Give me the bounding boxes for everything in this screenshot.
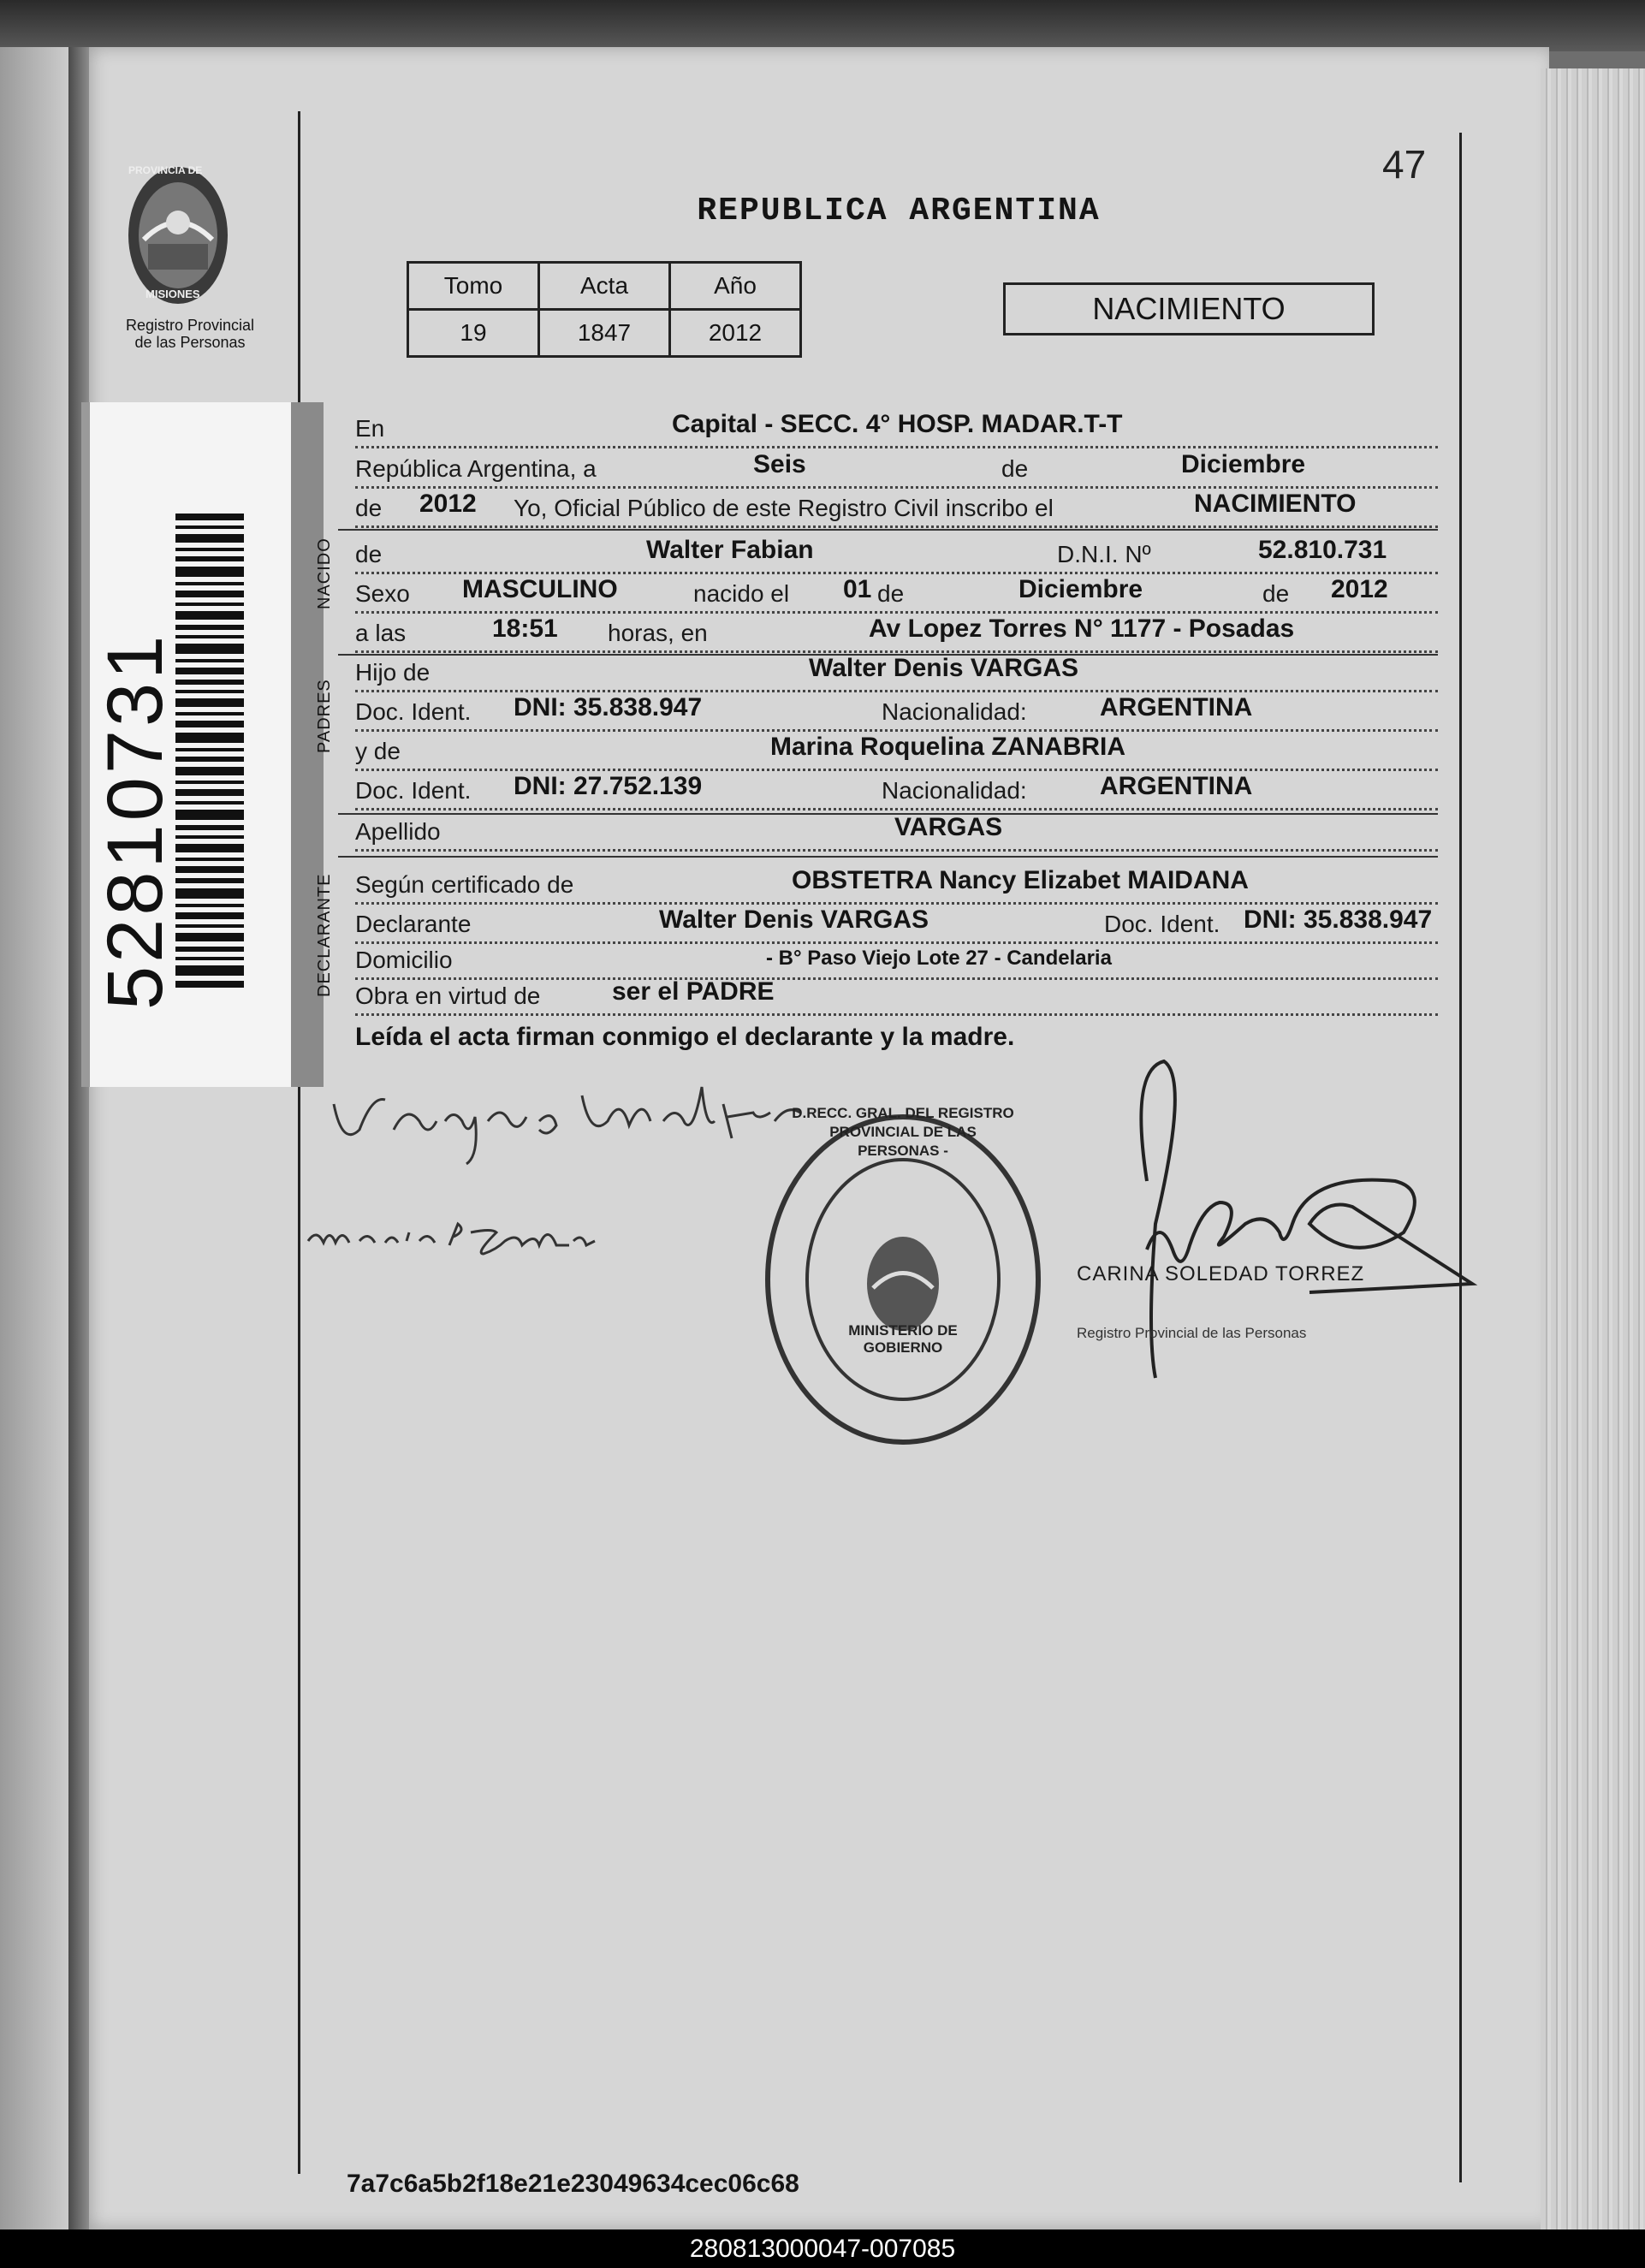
en-value: Capital - SECC. 4° HOSP. MADAR.T-T (672, 410, 1123, 438)
de-label-2: de (877, 580, 905, 607)
nacionalidad-label: Nacionalidad: (882, 698, 1027, 725)
row-en (355, 407, 1438, 448)
registry-caption-line1: Registro Provincial (125, 317, 255, 334)
row-hora (355, 611, 1438, 653)
background-top (0, 0, 1645, 51)
name-value: Walter Fabian (646, 536, 814, 564)
mother-value: Marina Roquelina ZANABRIA (770, 733, 1126, 761)
ref-header-anio: Año (670, 263, 801, 310)
de-label-3: de (1262, 580, 1290, 607)
sexo-label: Sexo (355, 580, 410, 607)
de-name-label: de (355, 541, 383, 567)
republica-label: República Argentina, a (355, 455, 597, 482)
ref-value-acta: 1847 (539, 310, 670, 357)
a-las-label: a las (355, 620, 407, 646)
ref-header-acta: Acta (539, 263, 670, 310)
record-type-box: NACIMIENTO (1003, 282, 1375, 335)
stamp-inner-text: MINISTERIO DE GOBIERNO (848, 1322, 958, 1356)
mother-nat-value: ARGENTINA (1100, 772, 1253, 800)
closing-text: Leída el acta firman conmigo el declarante y la madre. (355, 1023, 1015, 1051)
father-nat-value: ARGENTINA (1100, 693, 1253, 721)
nacido-label: nacido el (693, 580, 790, 607)
father-signature-icon (325, 1070, 805, 1173)
document-hash: 7a7c6a5b2f18e21e23049634cec06c68 (347, 2170, 799, 2198)
birth-month-value: Diciembre (1018, 575, 1143, 603)
en-label: En (355, 415, 385, 442)
declarante-label: Declarante (355, 911, 472, 937)
registry-caption-line2: de las Personas (134, 334, 246, 351)
month-value: Diciembre (1181, 450, 1306, 478)
registry-caption (104, 317, 276, 351)
barcode-icon (175, 514, 244, 993)
certificado-label: Según certificado de (355, 871, 574, 898)
sexo-value: MASCULINO (462, 575, 618, 603)
country-title: REPUBLICA ARGENTINA (697, 193, 1101, 229)
father-doc-value: DNI: 35.838.947 (514, 693, 703, 721)
declarante-value: Walter Denis VARGAS (659, 905, 929, 934)
de-label: de (1001, 455, 1029, 482)
row-madre (355, 729, 1438, 771)
left-page-edge (0, 47, 73, 2229)
book-spine (68, 47, 89, 2229)
y-de-label: y de (355, 738, 401, 764)
certificado-value: OBSTETRA Nancy Elizabet MAIDANA (792, 866, 1249, 894)
section-label-declarante: DECLARANTE (315, 873, 334, 997)
row-sexo (355, 572, 1438, 614)
section-divider (338, 529, 1438, 531)
dni-value: 52.810.731 (1258, 536, 1387, 564)
hijo-label: Hijo de (355, 659, 431, 686)
logo-top-text: PROVINCIA DE (128, 164, 203, 176)
row-oficial (355, 486, 1438, 528)
day-value: Seis (753, 450, 806, 478)
ref-value-anio: 2012 (670, 310, 801, 357)
ref-value-tomo: 19 (408, 310, 539, 357)
row-father-doc (355, 690, 1438, 732)
domicilio-label: Domicilio (355, 947, 453, 973)
row-mother-doc (355, 769, 1438, 810)
domicilio-value: - B° Paso Viejo Lote 27 - Candelaria (766, 947, 1112, 970)
page-number: 47 (1382, 142, 1427, 187)
section-label-nacido: NACIDO (315, 537, 334, 609)
row-name (355, 532, 1438, 574)
inscribo-value: NACIMIENTO (1194, 490, 1357, 518)
official-registry: Registro Provincial de las Personas (1077, 1325, 1307, 1341)
nacionalidad-label-2: Nacionalidad: (882, 777, 1027, 804)
doc-label-2: Doc. Ident. (355, 777, 472, 804)
apellido-value: VARGAS (894, 813, 1003, 841)
barcode-number: 52810731 (92, 632, 179, 1010)
mother-doc-value: DNI: 27.752.139 (514, 772, 703, 800)
section-divider (338, 856, 1438, 858)
father-value: Walter Denis VARGAS (809, 654, 1079, 682)
row-apellido (355, 810, 1438, 852)
place-value: Av Lopez Torres N° 1177 - Posadas (869, 614, 1295, 643)
row-republica (355, 447, 1438, 489)
obra-value: ser el PADRE (612, 977, 775, 1006)
row-hijo (355, 650, 1438, 692)
time-value: 18:51 (492, 614, 558, 643)
doc-label: Doc. Ident. (355, 698, 472, 725)
row-certificado (355, 863, 1438, 905)
ref-header-tomo: Tomo (408, 263, 539, 310)
dni-label: D.N.I. Nº (1057, 541, 1151, 567)
obra-label: Obra en virtud de (355, 983, 541, 1009)
doc-ident-label: Doc. Ident. (1104, 911, 1220, 937)
de-year-label: de (355, 495, 383, 521)
birth-year-value: 2012 (1331, 575, 1388, 603)
logo-bottom-text: MISIONES (145, 288, 200, 300)
reference-table (407, 261, 802, 358)
page-stack-edge (1541, 68, 1645, 2229)
section-label-padres: PADRES (315, 679, 334, 753)
horas-label: horas, en (608, 620, 708, 646)
declarante-doc-value: DNI: 35.838.947 (1244, 905, 1433, 934)
oficial-text: Yo, Oficial Público de este Registro Civil inscribo el (514, 495, 1054, 521)
official-name: CARINA SOLEDAD TORREZ (1077, 1262, 1365, 1285)
official-signature-icon (1096, 1053, 1481, 1395)
row-obra (355, 974, 1438, 1016)
birth-day-value: 01 (843, 575, 872, 603)
year-value: 2012 (419, 490, 477, 518)
image-id-bar: 280813000047-007085 (0, 2229, 1645, 2268)
mother-signature-icon (300, 1207, 642, 1275)
apellido-label: Apellido (355, 818, 441, 845)
stamp-ring-text: D.RECC. GRAL. DEL REGISTRO PROVINCIAL DE LAS PERSONAS - (792, 1105, 1014, 1159)
